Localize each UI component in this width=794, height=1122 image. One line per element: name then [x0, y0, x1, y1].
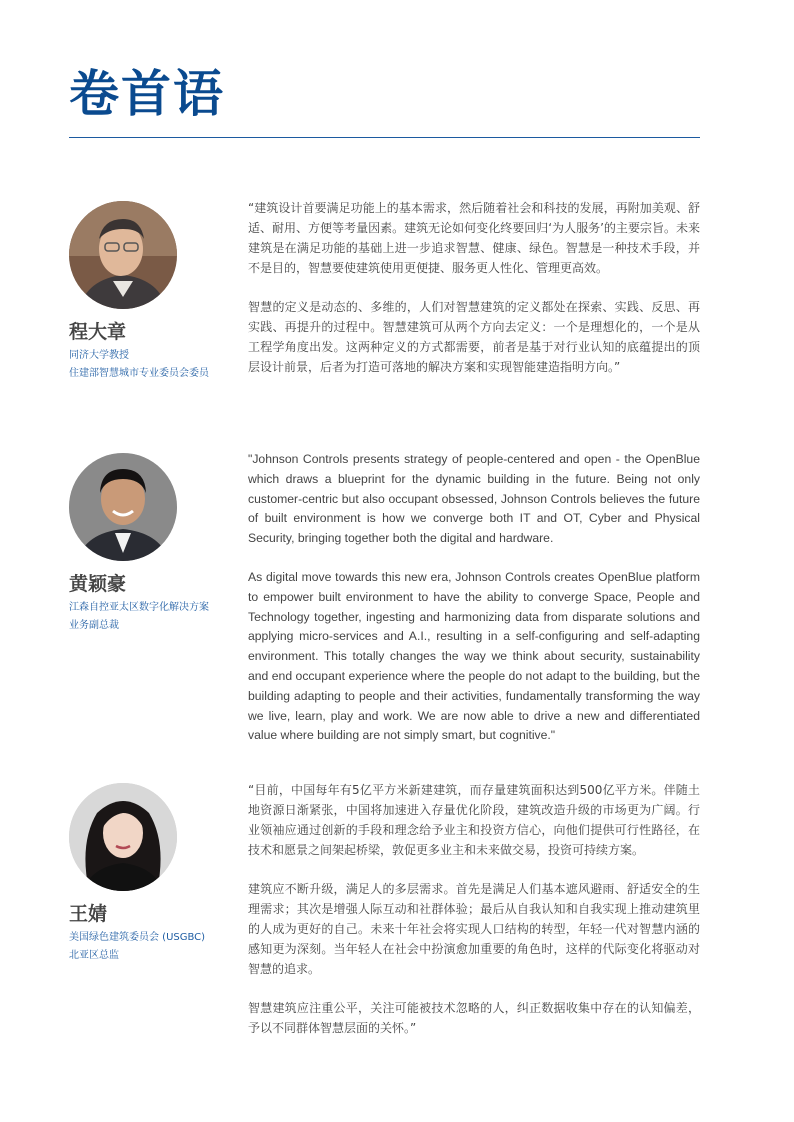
person-position: 住建部智慧城市专业委员会委员: [69, 368, 209, 379]
quote-paragraph: “建筑设计首要满足功能上的基本需求，然后随着社会和科技的发展，再附加美观、舒适、耐用、方便等考量因素。建筑无论如何变化终要回归‘为人服务’的主要宗旨。未来建筑是在满足功能的基础上进一步追求智慧、健康、绿色。智慧是一种技术手段，并不是目的，智慧要使建筑使用更便捷、服务更人性化、管理更高效。: [248, 201, 700, 275]
quote-paragraph: 智慧的定义是动态的、多维的，人们对智慧建筑的定义都处在探索、实践、反思、再实践、再提升的过程中。智慧建筑可从两个方向去定义：一个是理想化的，一个是从工程学角度出发。这两种定义的方式都需要，前者是基于对行业认知的底蕴提出的顶层设计前景，后者为打造可落地的解决方案和实现智能建造指明方向。”: [248, 300, 700, 374]
quote-paragraph: 智慧建筑应注重公平，关注可能被技术忽略的人，纠正数据收集中存在的认知偏差，予以不同群体智慧层面的关怀。”: [248, 1001, 700, 1035]
quote-block: [248, 450, 700, 765]
person-affiliation: 同济大学教授: [69, 350, 129, 361]
person-profile: [69, 783, 239, 965]
person-affiliation: 江森自控亚太区数字化解决方案: [69, 602, 209, 613]
page-title: 卷首语: [69, 65, 225, 123]
portrait-photo: [69, 783, 177, 891]
person-name: 黄颖豪: [69, 573, 127, 595]
quote-block: [248, 780, 700, 1057]
person-position: 北亚区总监: [69, 950, 119, 961]
person-profile: [69, 453, 239, 635]
quote-paragraph: “目前，中国每年有5亿平方米新建建筑，而存量建筑面积达到500亿平方米。伴随土地资源日渐紧张，中国将加速进入存量优化阶段，建筑改造升级的市场更为广阔。行业领袖应通过创新的手段和理念给予业主和投资方信心，向他们提供可行性路径，在技术和愿景之间架起桥梁，敦促更多业主和未来做交易，投资可持续方案。: [248, 783, 700, 857]
quote-paragraph: 建筑应不断升级，满足人的多层需求。首先是满足人们基本遮风避雨、舒适安全的生理需求；其次是增强人际互动和社群体验；最后从自我认知和自我实现上推动建筑里的人成为更好的自己。未来十年社会将实现人口结构的转型，年轻一代对智慧内涵的感知更为深刻。当年轻人在社会中扮演愈加重要的角色时，这样的代际变化将驱动对智慧的追求。: [248, 882, 700, 976]
person-name: 程大章: [69, 321, 127, 343]
portrait-photo: [69, 453, 177, 561]
person-name: 王婧: [69, 903, 108, 925]
quote-block: [248, 198, 700, 396]
quote-paragraph: As digital move towards this new era, Johnson Controls creates OpenBlue platform to empower built environment to have the ability to converge Space, People and Technology together, ingesting and harmonizing data from disparate solutions and applying micro-services and A.I., resulting in a self-configuring and self-adapting environment. This totally changes the way we think about security, sustainability and end occupant experience where the people do not adapt to the building, but the building adapting to people and their activities, fundamentally transforming the way we live, learn, play and work. We are now able to drive a new and differentiated value where building are not simply smart, but cognitive.": [248, 569, 700, 743]
person-profile: [69, 201, 239, 383]
title-divider: [69, 137, 700, 138]
quote-paragraph: "Johnson Controls presents strategy of people-centered and open - the OpenBlue which draws a blueprint for the dynamic building in the future. Being not only customer-centric but also occupant obsessed, Johnson Controls believes the future of built environment is how we converge both IT and OT, Cyber and Physical Security, bringing together both the digital and hardware.: [248, 452, 700, 546]
portrait-photo: [69, 201, 177, 309]
person-affiliation: 美国绿色建筑委员会 (USGBC): [69, 932, 206, 943]
person-position: 业务副总裁: [69, 620, 119, 631]
